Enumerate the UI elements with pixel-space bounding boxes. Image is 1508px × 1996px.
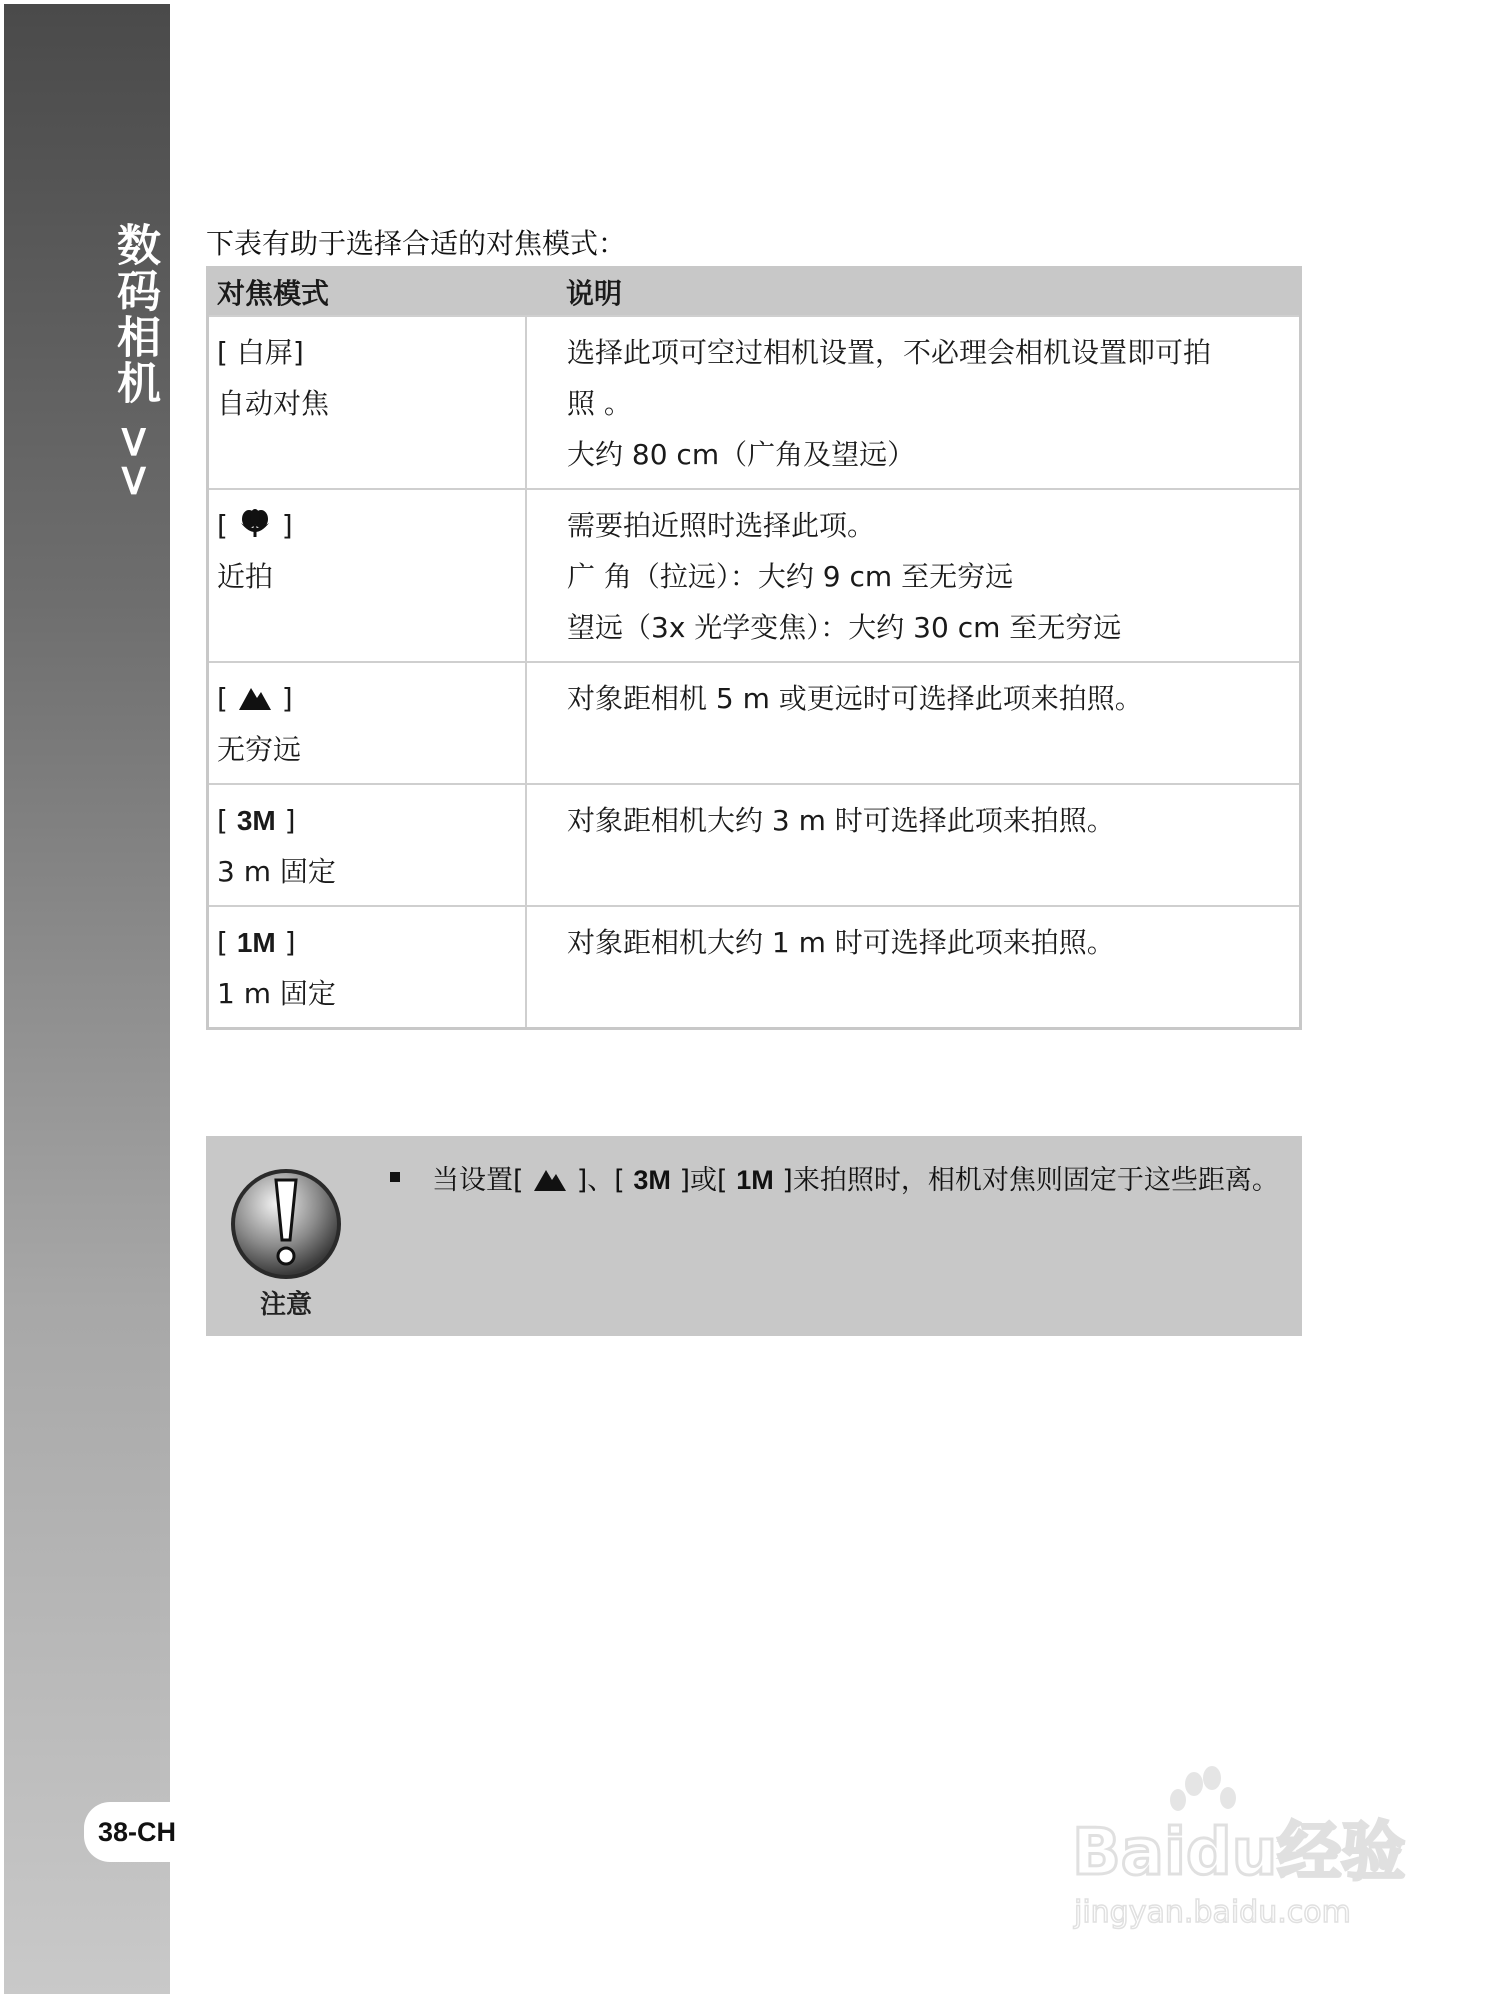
bracket-open: [ — [217, 682, 228, 715]
table-header-row — [208, 268, 1301, 317]
mode-line2: 1 m 固定 — [217, 977, 336, 1010]
note-1m-label: 1M — [736, 1165, 774, 1195]
page-number: 38-CH — [84, 1802, 176, 1862]
description-line: 选择此项可空过相机设置，不必理会相机设置即可拍 — [567, 336, 1212, 369]
description-cell — [526, 784, 1301, 906]
header-description: 说明 — [526, 268, 1301, 317]
bracket-close: ] — [284, 926, 296, 959]
description-cell — [526, 906, 1301, 1029]
focus-mode-table — [206, 266, 1302, 1030]
table-row — [208, 906, 1301, 1029]
mode-line1 — [217, 917, 517, 968]
description-line: 照 。 — [567, 387, 632, 420]
note-text-part: ]或[ — [679, 1165, 728, 1196]
note-text-part: ]、[ — [576, 1165, 625, 1196]
bracket-close: ] — [284, 804, 296, 837]
watermark-brand: Baidu经验 — [1072, 1816, 1406, 1890]
mode-line1 — [217, 795, 517, 846]
intro-text: 下表有助于选择合适的对焦模式： — [206, 227, 627, 260]
mode-cell — [208, 662, 527, 784]
note-text-part: 当设置[ — [432, 1165, 524, 1196]
table-row — [208, 662, 1301, 784]
mode-cell — [208, 906, 527, 1029]
note-3m-label: 3M — [633, 1165, 671, 1195]
table-row — [208, 784, 1301, 906]
description-line: 对象距相机大约 1 m 时可选择此项来拍照。 — [567, 926, 1115, 959]
watermark-url: jingyan.baidu.com — [1074, 1895, 1351, 1930]
note-text-part: ]来拍照时，相机对焦则固定于这些距离。 — [782, 1165, 1279, 1196]
table-row — [208, 316, 1301, 489]
baidu-watermark — [1062, 1764, 1422, 1934]
mode-line1 — [217, 500, 517, 551]
mode-line1 — [217, 673, 517, 724]
bracket-open: [ — [217, 926, 228, 959]
bracket-close: ] — [281, 509, 293, 542]
mode-line2: 自动对焦 — [217, 387, 330, 420]
bracket-open: [ — [217, 509, 228, 542]
description-line: 望远（3x 光学变焦）：大约 30 cm 至无穷远 — [567, 611, 1122, 644]
mode-cell — [208, 784, 527, 906]
description-line: 对象距相机 5 m 或更远时可选择此项来拍照。 — [567, 682, 1143, 715]
bracket-close: ] — [281, 682, 293, 715]
table-row — [208, 489, 1301, 662]
mode-1m-label: 1M — [236, 927, 276, 958]
side-title: 数码相机 >> — [109, 222, 160, 502]
mode-cell — [208, 489, 527, 662]
exclamation-icon — [228, 1166, 344, 1282]
description-line: 广 角（拉远）：大约 9 cm 至无穷远 — [567, 560, 1014, 593]
macro-flower-icon — [237, 507, 273, 539]
description-line: 需要拍近照时选择此项。 — [567, 509, 876, 542]
header-focus-mode: 对焦模式 — [208, 268, 527, 317]
mode-line2: 无穷远 — [217, 733, 302, 766]
infinity-mountain-icon — [532, 1167, 568, 1193]
description-cell — [526, 662, 1301, 784]
description-cell — [526, 316, 1301, 489]
bracket-open: [ — [217, 804, 228, 837]
note-box — [206, 1136, 1302, 1336]
mode-line2: 3 m 固定 — [217, 855, 336, 888]
bullet-square-icon — [390, 1172, 400, 1182]
note-text — [432, 1158, 1279, 1197]
description-cell — [526, 489, 1301, 662]
note-label: 注意 — [260, 1290, 313, 1320]
mode-cell — [208, 316, 527, 489]
description-line: 大约 80 cm（广角及望远） — [567, 438, 916, 471]
mode-line1: [ 白屏] — [217, 336, 304, 369]
description-line: 对象距相机大约 3 m 时可选择此项来拍照。 — [567, 804, 1115, 837]
mode-line2: 近拍 — [217, 560, 274, 593]
mode-3m-label: 3M — [236, 805, 276, 836]
infinity-mountain-icon — [237, 684, 273, 712]
